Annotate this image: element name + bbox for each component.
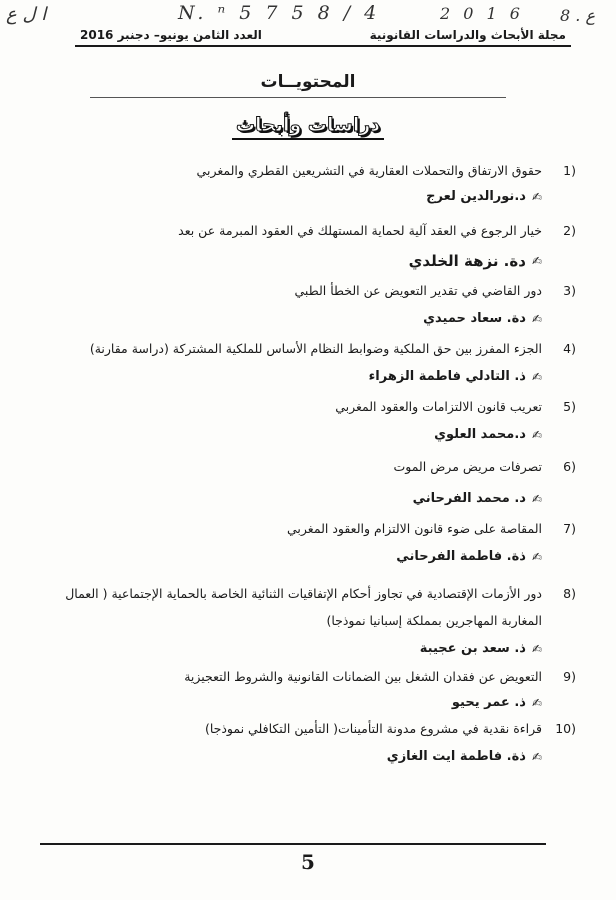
entry-title: التعويض عن فقدان الشغل بين الضمانات القانونية والشروط التعجيزية xyxy=(184,669,542,684)
journal-name: مجلة الأبحاث والدراسات القانونية xyxy=(369,28,566,42)
entry-title: الجزء المفرز بين حق الملكية وضوابط النظام الأساس للملكية المشتركة (دراسة مقارنة) xyxy=(89,341,542,356)
toc-entry xyxy=(40,456,576,510)
entry-title: المقاصة على ضوء قانون الالتزام والعقود المغربي xyxy=(287,521,542,536)
toc-entry xyxy=(40,518,576,568)
pen-icon: ✍ xyxy=(531,750,542,764)
handwritten-year: 2 0 1 6 xyxy=(440,4,524,23)
entry-title: دور الأزمات الإقتصادية في تجاوز أحكام الإتفاقيات الثنائية الخاصة بالحماية الإجتماعية ( العمال المغاربة المهاجرين بمملكة إسبانيا نموذجا) xyxy=(65,586,542,628)
entry-title: خيار الرجوع في العقد آلية لحماية المستهلك في العقود المبرمة عن بعد xyxy=(178,223,542,238)
entry-number: 1) xyxy=(563,163,576,178)
pen-icon: ✍ xyxy=(531,312,542,326)
pen-icon: ✍ xyxy=(531,428,542,442)
footer-divider xyxy=(40,843,546,845)
toc-entry xyxy=(40,280,576,330)
header-divider xyxy=(75,45,571,47)
toc-title: المحتويــات xyxy=(260,72,356,92)
toc-entry xyxy=(40,220,576,272)
section-title-text: دراسات وأبحاث xyxy=(232,114,384,140)
entry-number: 4) xyxy=(563,341,576,356)
entry-number: 6) xyxy=(563,459,576,474)
toc-entry xyxy=(40,666,576,714)
entry-author: ذة. فاطمة ايت الغازي xyxy=(386,749,526,764)
entry-number: 5) xyxy=(563,399,576,414)
entry-author: ذ. عمر يحيو xyxy=(451,695,526,710)
entry-number: 3) xyxy=(563,283,576,298)
entry-title: تصرفات مريض مرض الموت xyxy=(393,459,542,474)
entry-author: ذة. فاطمة الفرحاني xyxy=(396,549,526,564)
toc-entry xyxy=(40,718,576,768)
pen-icon: ✍ xyxy=(531,696,542,710)
pen-icon: ✍ xyxy=(531,550,542,564)
entry-number: 8) xyxy=(563,586,576,601)
pen-icon: ✍ xyxy=(531,642,542,656)
entry-author: دة. سعاد حميدي xyxy=(423,311,526,326)
pen-icon: ✍ xyxy=(531,492,542,506)
entry-number: 2) xyxy=(563,223,576,238)
title-divider xyxy=(90,97,506,98)
handwritten-mark-corner: 8 . ع xyxy=(560,6,595,25)
toc-entry xyxy=(40,396,576,446)
entry-title: حقوق الارتفاق والتحملات العقارية في التشريعين القطري والمغربي xyxy=(196,163,542,178)
toc-entries xyxy=(40,160,576,768)
entry-number: 10) xyxy=(555,721,576,736)
entry-title: تعريب قانون الالتزامات والعقود المغربي xyxy=(335,399,542,414)
pen-icon: ✍ xyxy=(531,190,542,204)
handwritten-mark-left: ا ل ع xyxy=(6,4,47,25)
entry-title: دور القاضي في تقدير التعويض عن الخطأ الطبي xyxy=(294,283,542,298)
entry-author: دة. نزهة الخلدي xyxy=(408,252,526,270)
toc-entry xyxy=(40,580,576,660)
entry-author: ذ. سعد بن عجيبة xyxy=(419,641,526,656)
toc-entry xyxy=(40,160,576,208)
pen-icon: ✍ xyxy=(531,370,542,384)
pen-icon: ✍ xyxy=(531,254,542,268)
entry-number: 9) xyxy=(563,669,576,684)
issue-info: العدد الثامن يونيو– دجنبر 2016 xyxy=(80,28,262,42)
entry-author: د.محمد العلوي xyxy=(434,427,526,442)
toc-entry xyxy=(40,338,576,388)
entry-author: د. محمد الفرحاني xyxy=(412,491,526,506)
entry-title: قراءة نقدية في مشروع مدونة التأمينات( التأمين التكافلي نموذجا) xyxy=(204,721,542,736)
section-title xyxy=(0,114,616,140)
page-number: 5 xyxy=(301,850,315,874)
handwritten-reference-number: N. ⁿ 5 7 5 8 / 4 xyxy=(178,2,381,24)
running-header xyxy=(80,22,566,42)
entry-number: 7) xyxy=(563,521,576,536)
entry-author: د.نورالدين لعرج xyxy=(426,189,526,204)
entry-author: ذ. التادلي فاطمة الزهراء xyxy=(368,369,526,384)
